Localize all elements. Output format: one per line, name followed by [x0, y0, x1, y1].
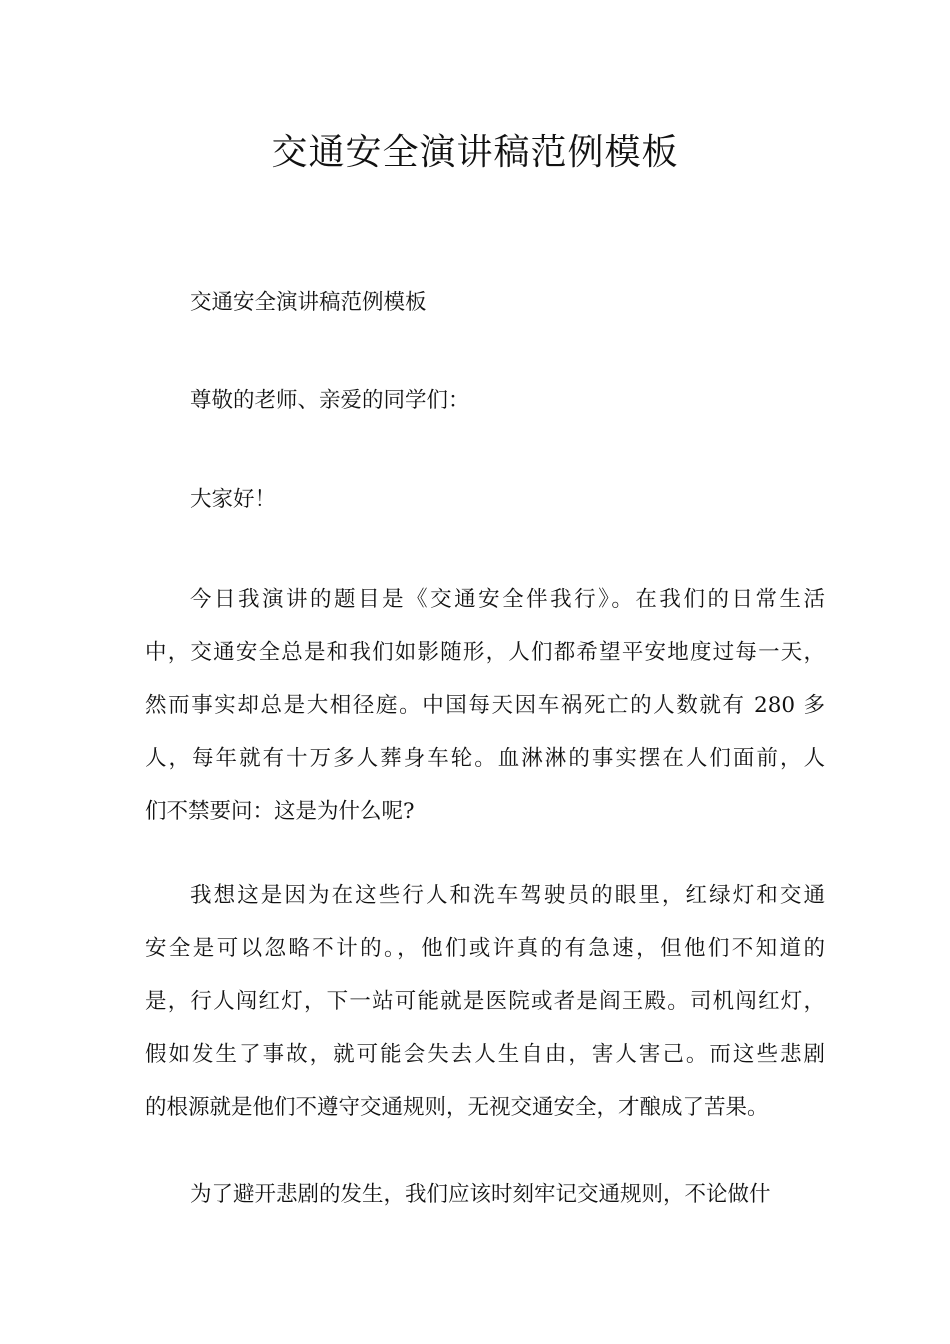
paragraph-greeting — [145, 473, 825, 526]
paragraph-salutation — [145, 374, 825, 427]
paragraph-topic — [145, 573, 825, 838]
paragraph-line: 人，每年就有十万多人葬身车轮。血淋淋的事实摆在人们面前，人 — [145, 746, 825, 771]
paragraph-line: 安全是可以忽略不计的。，他们或许真的有急速，但他们不知道的 — [145, 936, 825, 961]
paragraph-line: 我想这是因为在这些行人和洗车驾驶员的眼里，红绿灯和交通 — [190, 883, 825, 908]
paragraph-line: 交通安全演讲稿范例模板 — [190, 290, 427, 315]
paragraph-line: 为了避开悲剧的发生，我们应该时刻牢记交通规则，不论做什 — [190, 1182, 771, 1207]
paragraph-line: 中，交通安全总是和我们如影随形，人们都希望平安地度过每一天， — [145, 640, 825, 665]
paragraph-line: 的根源就是他们不遵守交通规则，无视交通安全，才酿成了苦果。 — [145, 1095, 769, 1120]
document-title: 交通安全演讲稿范例模板 — [271, 132, 679, 173]
paragraph-line: 们不禁要问：这是为什么呢? — [145, 799, 415, 824]
paragraph-line: 今日我演讲的题目是《交通安全伴我行》。在我们的日常生活 — [190, 587, 825, 612]
paragraph-line: 大家好！ — [190, 487, 277, 512]
paragraph-line: 是，行人闯红灯，下一站可能就是医院或者是阎王殿。司机闯红灯， — [145, 989, 825, 1014]
paragraph-line: 然而事实却总是大相径庭。中国每天因车祸死亡的人数就有 280 多 — [145, 693, 825, 718]
paragraph-line: 尊敬的老师、亲爱的同学们： — [190, 388, 470, 413]
paragraph-avoid — [145, 1168, 825, 1221]
paragraph-line: 假如发生了事故，就可能会失去人生自由，害人害己。而这些悲剧 — [145, 1042, 825, 1067]
paragraph-subtitle — [145, 276, 825, 329]
paragraph-reason — [145, 869, 825, 1134]
